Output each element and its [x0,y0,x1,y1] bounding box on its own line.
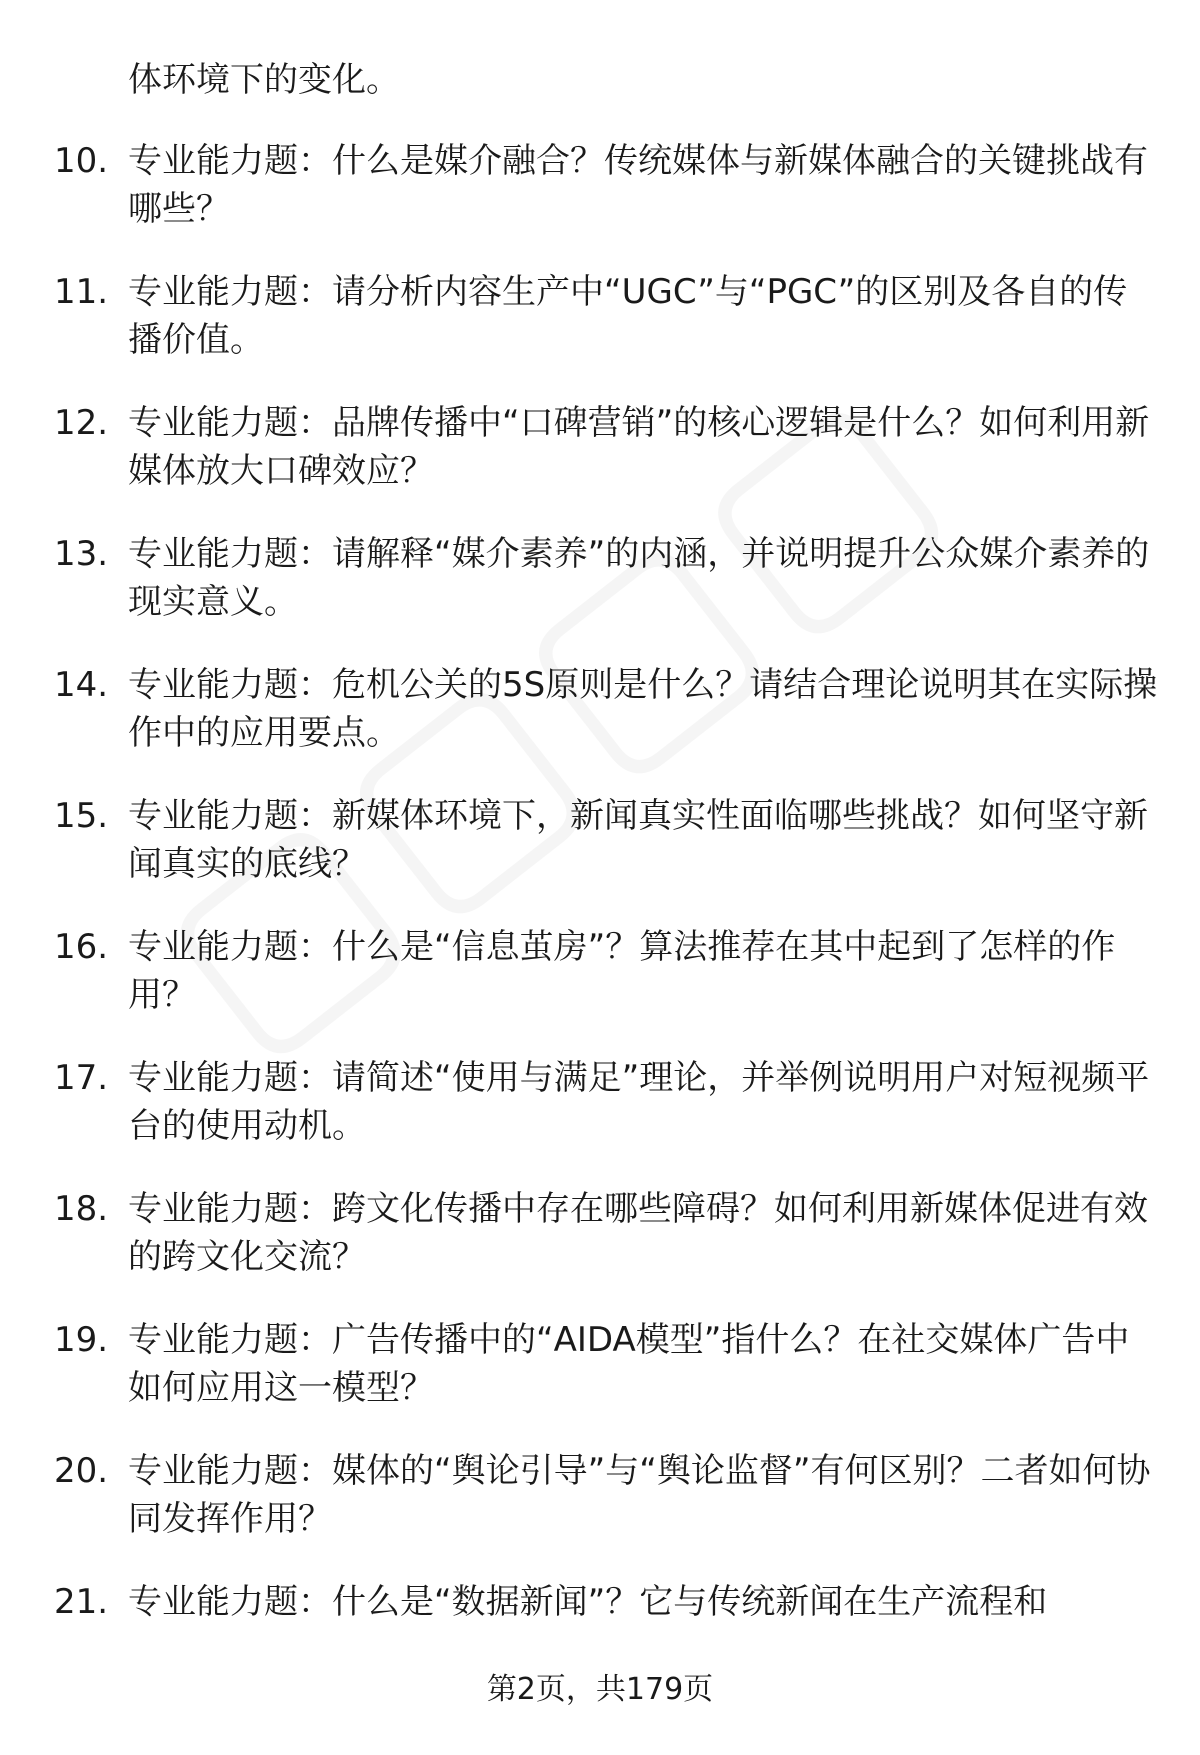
list-item [0,923,1200,1054]
question-text: 专业能力题：品牌传播中“口碑营销”的核心逻辑是什么？如何利用新媒体放大口碑效应？ [128,403,1150,491]
continuation-text: 体环境下的变化。 [128,60,400,100]
question-text: 专业能力题：媒体的“舆论引导”与“舆论监督”有何区别？二者如何协同发挥作用？ [128,1451,1151,1539]
question-text: 专业能力题：请分析内容生产中“UGC”与“PGC”的区别及各自的传播价值。 [128,272,1128,360]
list-item [0,137,1200,268]
list-item [0,1054,1200,1185]
question-text: 专业能力题：危机公关的5S原则是什么？请结合理论说明其在实际操作中的应用要点。 [128,665,1158,753]
question-text: 专业能力题：什么是“信息茧房”？算法推荐在其中起到了怎样的作用？ [128,927,1116,1015]
question-number: 13. [54,534,109,574]
question-number: 14. [54,665,109,705]
question-text: 专业能力题：请简述“使用与满足”理论，并举例说明用户对短视频平台的使用动机。 [128,1058,1150,1146]
question-list [0,137,1200,1709]
question-text: 专业能力题：请解释“媒介素养”的内涵，并说明提升公众媒介素养的现实意义。 [128,534,1150,622]
list-item [0,661,1200,792]
question-number: 17. [54,1058,109,1098]
question-number: 10. [54,141,109,181]
list-item [0,399,1200,530]
question-text: 专业能力题：新媒体环境下，新闻真实性面临哪些挑战？如何坚守新闻真实的底线？ [128,796,1148,884]
question-text: 专业能力题：广告传播中的“AIDA模型”指什么？在社交媒体广告中如何应用这一模型？ [128,1320,1130,1408]
question-number: 16. [54,927,109,967]
question-number: 15. [54,796,109,836]
question-number: 19. [54,1320,109,1360]
question-number: 12. [54,403,109,443]
page-footer: 第2页，共179页 [486,1672,714,1707]
question-text: 专业能力题：什么是媒介融合？传统媒体与新媒体融合的关键挑战有哪些？ [128,141,1148,229]
list-item [0,1185,1200,1316]
list-item [0,530,1200,661]
list-item [0,268,1200,399]
question-number: 18. [54,1189,109,1229]
question-number: 21. [54,1582,109,1622]
list-item [0,1316,1200,1447]
question-text: 专业能力题：什么是“数据新闻”？它与传统新闻在生产流程和 [128,1582,1048,1622]
question-text: 专业能力题：跨文化传播中存在哪些障碍？如何利用新媒体促进有效的跨文化交流？ [128,1189,1148,1277]
question-number: 20. [54,1451,109,1491]
list-item [0,792,1200,923]
question-number: 11. [54,272,109,312]
list-item [0,1447,1200,1578]
